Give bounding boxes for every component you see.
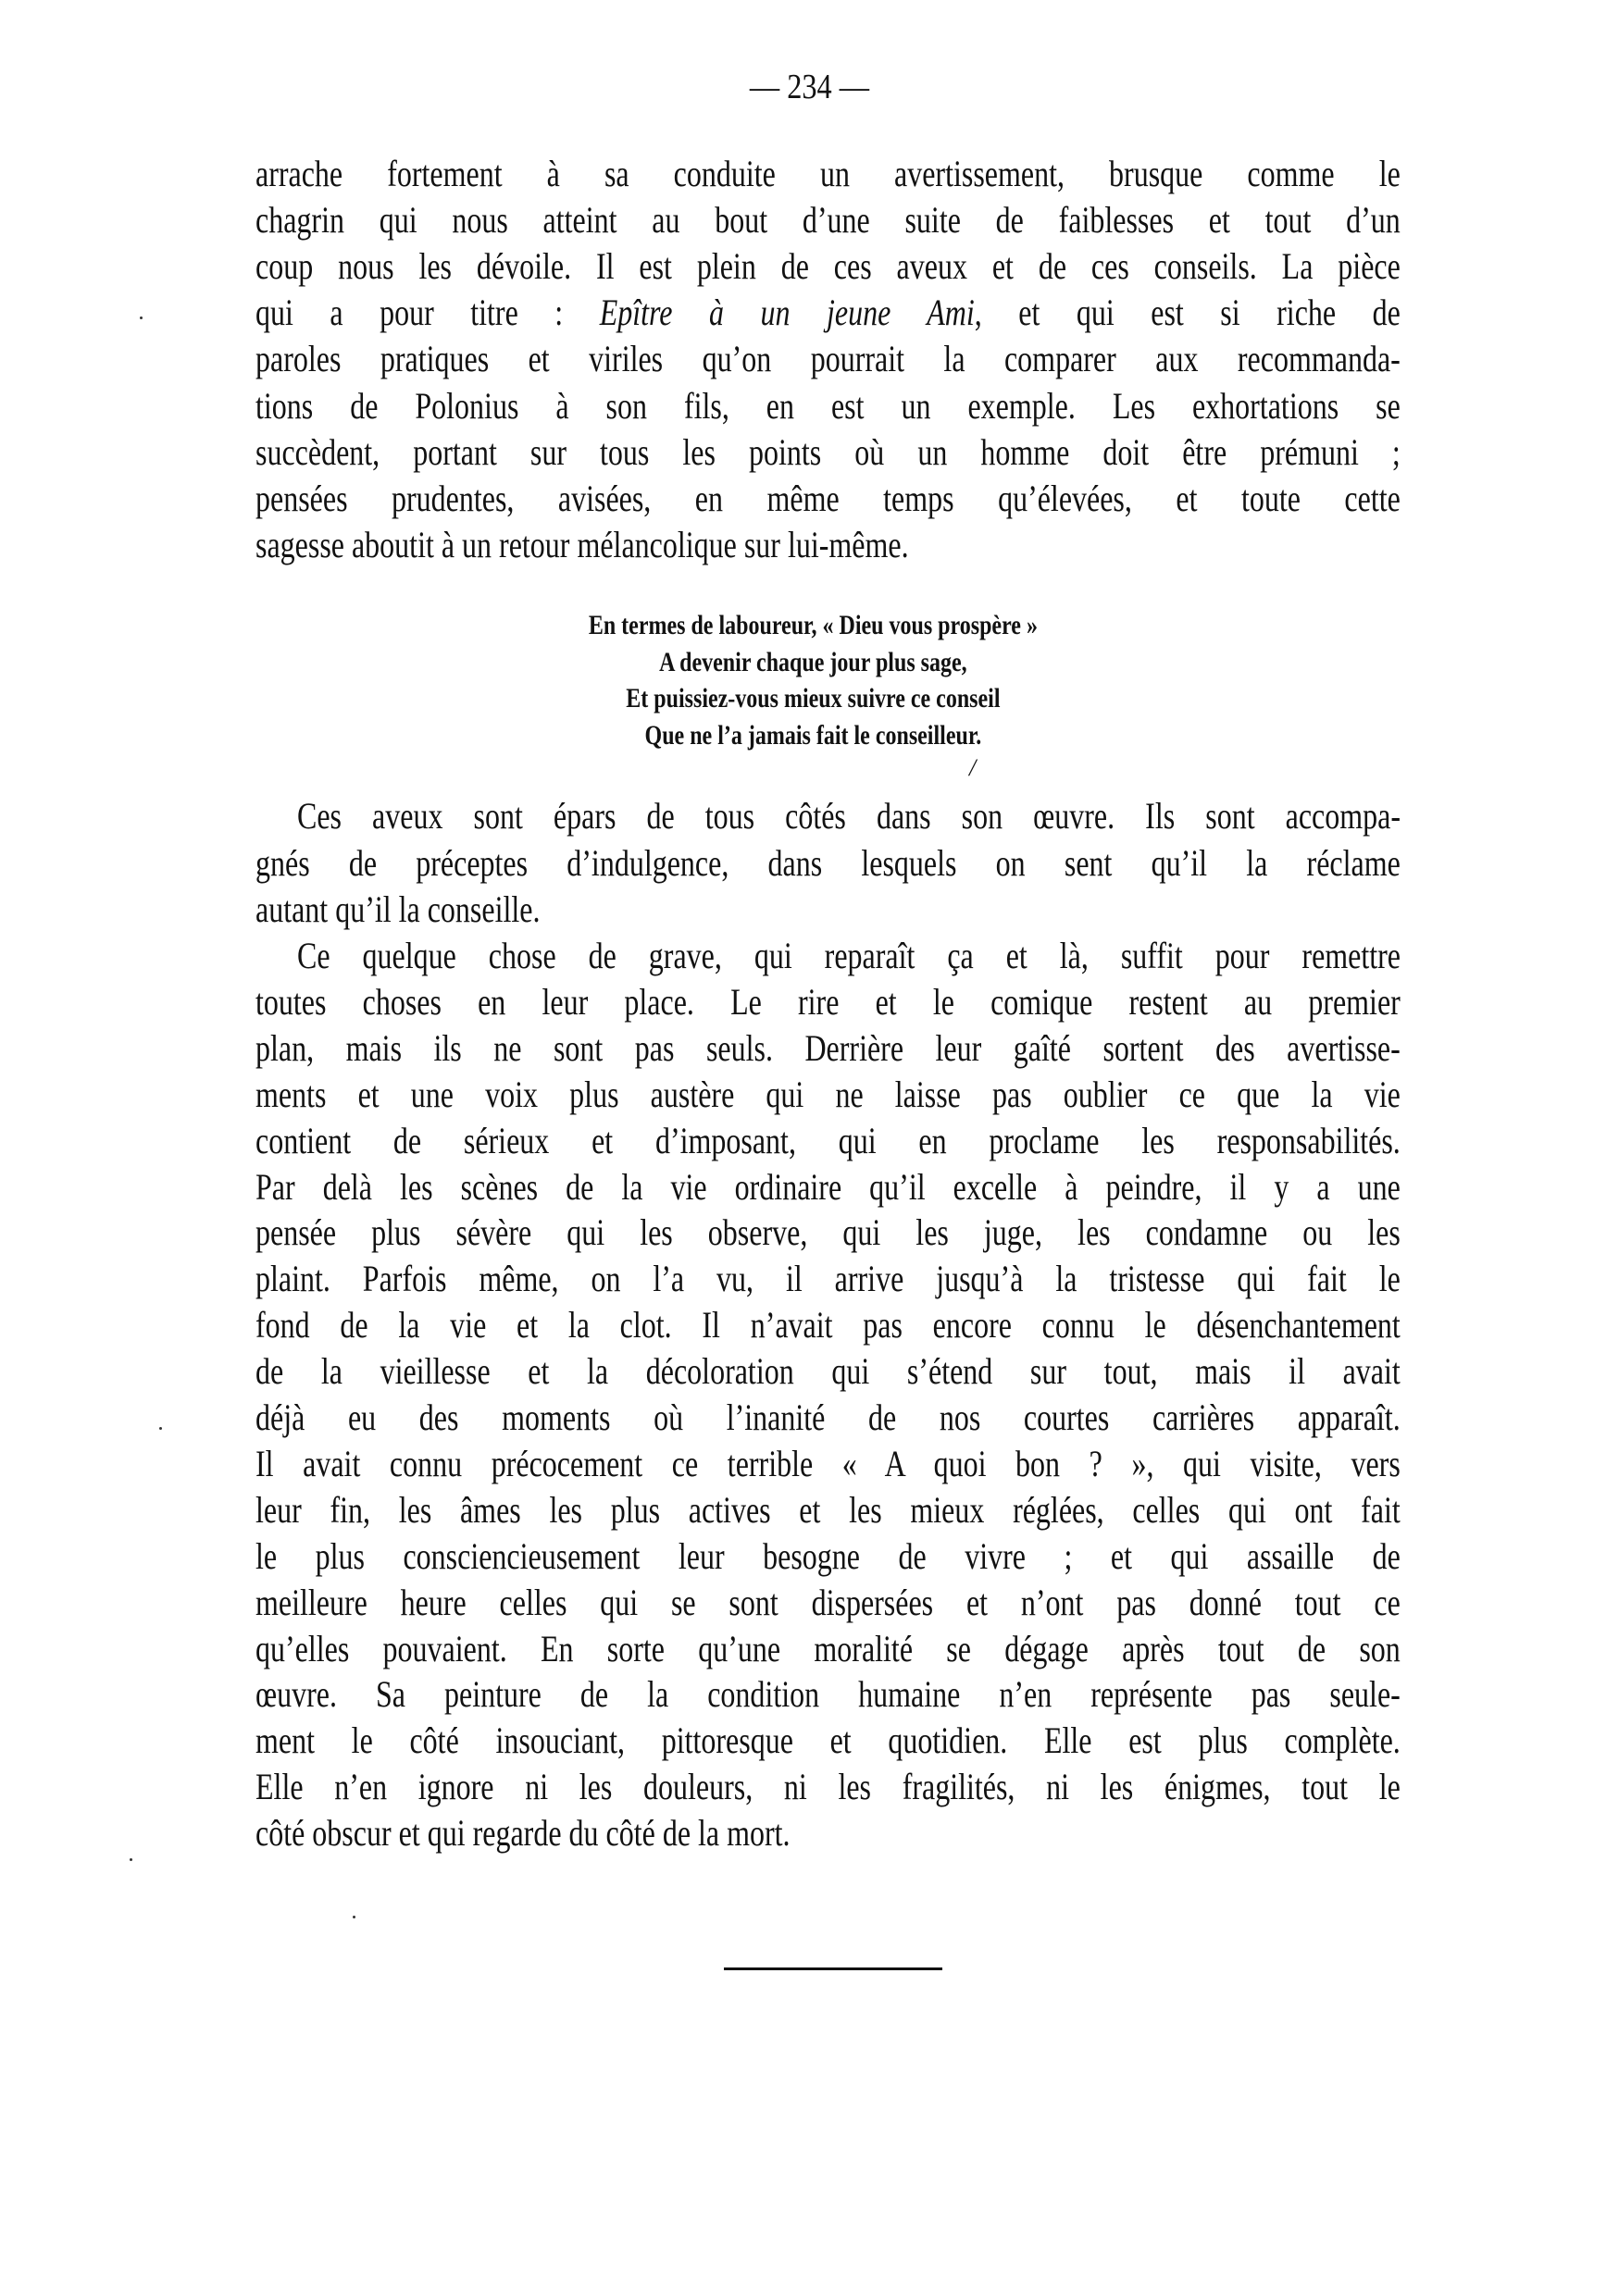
text-line: sagesse aboutit à un retour mélancolique sur lui-même. xyxy=(255,523,909,565)
poem-line: A devenir chaque jour plus sage, xyxy=(659,646,967,677)
text-line: coup nous les dévoile. Il est plein de ces aveux et de ces conseils. La pièce xyxy=(255,245,1401,288)
text-line: chagrin qui nous atteint au bout d’une suite de faiblesses et tout d’un xyxy=(255,199,1401,242)
text-line: toutes choses en leur place. Le rire et le comique restent au premier xyxy=(255,980,1401,1023)
text-line: le plus consciencieusement leur besogne de vivre ; et qui assaille de xyxy=(255,1534,1401,1577)
text-line: gnés de préceptes d’indulgence, dans lesquels on sent qu’il la réclame xyxy=(255,841,1401,884)
text-line: ments et une voix plus austère qui ne laisse pas oublier ce que la vie xyxy=(255,1073,1401,1115)
text-line: pensées prudentes, avisées, en même temps qu’élevées, et toute cette xyxy=(255,477,1401,519)
text-line: de la vieillesse et la décoloration qui s’étend sur tout, mais il avait xyxy=(255,1350,1401,1393)
italic-title: Epître à un jeune Ami xyxy=(599,292,975,334)
text-line: tions de Polonius à son fils, en est un exemple. Les exhortations se xyxy=(255,384,1401,427)
text-line: autant qu’il la conseille. xyxy=(255,888,541,930)
poem-line: Et puissiez-vous mieux suivre ce conseil xyxy=(626,683,1001,714)
scan-speck xyxy=(130,1858,132,1861)
text-line: Ce quelque chose de grave, qui reparaît ça et là, suffit pour remettre xyxy=(297,935,1401,976)
text-line: arrache fortement à sa conduite un avertissement, brusque comme le xyxy=(255,153,1401,194)
scan-speck xyxy=(140,316,143,319)
text-line: Elle n’en ignore ni les douleurs, ni les fragilités, ni les énigmes, tout le xyxy=(255,1766,1401,1808)
text-line: pensée plus sévère qui les observe, qui les juge, les condamne ou les xyxy=(255,1211,1401,1254)
text-line: Par delà les scènes de la vie ordinaire qu’il excelle à peindre, il y a une xyxy=(255,1165,1401,1208)
scan-speck xyxy=(353,1916,355,1918)
poem-line: En termes de laboureur, « Dieu vous prospère » xyxy=(588,610,1038,640)
text-line: succèdent, portant sur tous les points où un homme doit être prémuni ; xyxy=(255,430,1401,473)
section-end-rule xyxy=(724,1967,942,1970)
text-line: œuvre. Sa peinture de la condition humaine n’en représente pas seule- xyxy=(255,1673,1401,1716)
text-line xyxy=(255,290,1401,336)
page-number: — 234 — xyxy=(749,68,870,106)
scan-speck xyxy=(159,1427,162,1430)
text-line: meilleure heure celles qui se sont dispersées et n’ont pas donné tout ce xyxy=(255,1581,1401,1623)
poem-line: Que ne l’a jamais fait le conseilleur. xyxy=(644,720,982,751)
text-line: fond de la vie et la clot. Il n’avait pas encore connu le désenchantement xyxy=(255,1304,1401,1347)
stray-mark: / xyxy=(969,754,977,781)
text-line: déjà eu des moments où l’inanité de nos courtes carrières apparaît. xyxy=(255,1396,1401,1438)
text-line: Ces aveux sont épars de tous côtés dans son œuvre. Ils sont accompa- xyxy=(297,795,1401,837)
text-line: leur fin, les âmes les plus actives et les mieux réglées, celles qui ont fait xyxy=(255,1488,1401,1531)
text-line: plaint. Parfois même, on l’a vu, il arrive jusqu’à la tristesse qui fait le xyxy=(255,1258,1401,1300)
text-line: ment le côté insouciant, pittoresque et quotidien. Elle est plus complète. xyxy=(255,1719,1401,1762)
text-segment: , et qui est si riche de xyxy=(974,292,1401,334)
text-line: paroles pratiques et viriles qu’on pourrait la comparer aux recommanda- xyxy=(255,338,1401,380)
text-line: Il avait connu précocement ce terrible « A quoi bon ? », qui visite, vers xyxy=(255,1442,1401,1484)
text-line: contient de sérieux et d’imposant, qui en proclame les responsabilités. xyxy=(255,1119,1401,1161)
text-segment: qui a pour titre : xyxy=(255,292,600,334)
text-line: côté obscur et qui regarde du côté de la mort. xyxy=(255,1812,791,1855)
text-line: qu’elles pouvaient. En sorte qu’une moralité se dégage après tout de son xyxy=(255,1627,1401,1669)
text-line: plan, mais ils ne sont pas seuls. Derrière leur gaîté sortent des avertisse- xyxy=(255,1026,1401,1069)
